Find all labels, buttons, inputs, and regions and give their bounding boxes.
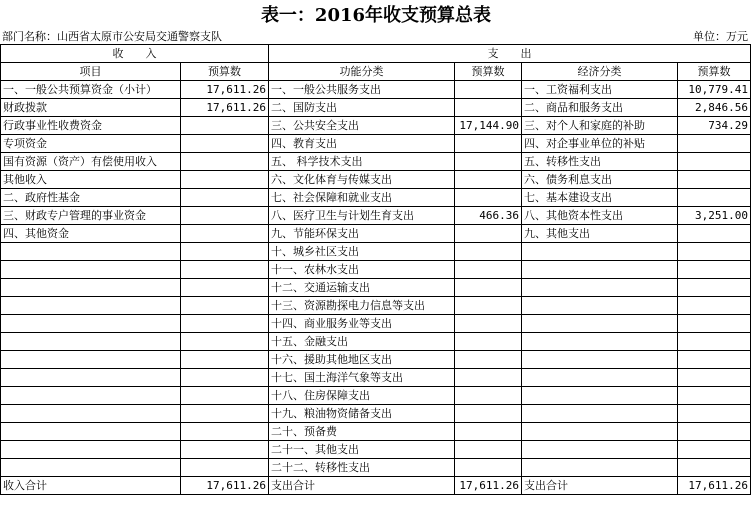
expense-total-label: 支出合计: [269, 477, 455, 495]
functional-item-value: [455, 351, 522, 369]
functional-item-value: [455, 459, 522, 477]
income-item-value: [181, 315, 269, 333]
functional-item-label: 四、教育支出: [269, 135, 455, 153]
economic-item-label: [522, 297, 678, 315]
functional-item-value: [455, 153, 522, 171]
table-row: [1, 405, 751, 423]
income-total-value: 17,611.26: [181, 477, 269, 495]
totals-row: [1, 477, 751, 495]
economic-item-label: [522, 243, 678, 261]
economic-total-value: 17,611.26: [678, 477, 751, 495]
functional-item-value: [455, 99, 522, 117]
functional-item-label: 十九、粮油物资储备支出: [269, 405, 455, 423]
economic-item-label: [522, 279, 678, 297]
income-item-label: 其他收入: [1, 171, 181, 189]
col-header-budget-functional: 预算数: [455, 63, 522, 81]
functional-item-label: 三、公共安全支出: [269, 117, 455, 135]
functional-item-value: [455, 171, 522, 189]
economic-item-label: 六、债务利息支出: [522, 171, 678, 189]
income-item-label: [1, 369, 181, 387]
budget-table: [0, 44, 751, 495]
table-row: [1, 423, 751, 441]
economic-item-value: [678, 351, 751, 369]
income-item-label: 专项资金: [1, 135, 181, 153]
functional-item-label: 十二、交通运输支出: [269, 279, 455, 297]
functional-item-label: 十六、援助其他地区支出: [269, 351, 455, 369]
income-item-value: [181, 135, 269, 153]
economic-item-label: [522, 369, 678, 387]
functional-item-label: 十三、资源勘探电力信息等支出: [269, 297, 455, 315]
economic-item-label: 九、其他支出: [522, 225, 678, 243]
table-row: [1, 297, 751, 315]
functional-item-value: 466.36: [455, 207, 522, 225]
income-item-value: 17,611.26: [181, 99, 269, 117]
functional-item-label: 十四、商业服务业等支出: [269, 315, 455, 333]
economic-item-value: [678, 261, 751, 279]
economic-item-value: [678, 189, 751, 207]
income-item-label: [1, 333, 181, 351]
economic-item-value: [678, 405, 751, 423]
income-item-value: 17,611.26: [181, 81, 269, 99]
table-row: [1, 369, 751, 387]
functional-item-value: [455, 369, 522, 387]
table-row: [1, 243, 751, 261]
economic-item-label: [522, 441, 678, 459]
functional-item-label: 八、医疗卫生与计划生育支出: [269, 207, 455, 225]
economic-item-value: [678, 459, 751, 477]
economic-item-value: 10,779.41: [678, 81, 751, 99]
page-title: 表一：2016年收支预算总表: [260, 5, 492, 26]
economic-item-label: [522, 459, 678, 477]
income-item-value: [181, 297, 269, 315]
table-row: [1, 279, 751, 297]
economic-item-label: 四、对企事业单位的补贴: [522, 135, 678, 153]
table-row: [1, 333, 751, 351]
table-row: [1, 387, 751, 405]
economic-item-value: [678, 423, 751, 441]
income-item-label: [1, 459, 181, 477]
functional-item-label: 九、节能环保支出: [269, 225, 455, 243]
economic-item-value: [678, 171, 751, 189]
table-row: [1, 99, 751, 117]
expense-section-header: 支 出: [269, 45, 751, 63]
functional-item-value: [455, 189, 522, 207]
income-item-value: [181, 171, 269, 189]
functional-item-value: [455, 243, 522, 261]
table-row: [1, 135, 751, 153]
col-header-functional: 功能分类: [269, 63, 455, 81]
functional-item-value: [455, 297, 522, 315]
section-header-row: [1, 45, 751, 63]
functional-item-value: [455, 261, 522, 279]
col-header-item: 项目: [1, 63, 181, 81]
table-row: [1, 189, 751, 207]
economic-item-value: [678, 441, 751, 459]
col-header-budget-economic: 预算数: [678, 63, 751, 81]
income-item-value: [181, 243, 269, 261]
functional-item-value: [455, 405, 522, 423]
economic-item-label: 二、商品和服务支出: [522, 99, 678, 117]
economic-item-label: [522, 351, 678, 369]
income-item-label: [1, 315, 181, 333]
income-item-value: [181, 351, 269, 369]
functional-item-value: [455, 423, 522, 441]
functional-item-label: 十八、住房保障支出: [269, 387, 455, 405]
col-header-economic: 经济分类: [522, 63, 678, 81]
functional-item-label: 六、文化体育与传媒支出: [269, 171, 455, 189]
income-item-value: [181, 117, 269, 135]
economic-item-label: 一、工资福利支出: [522, 81, 678, 99]
economic-item-label: [522, 423, 678, 441]
functional-item-label: 二十、预备费: [269, 423, 455, 441]
functional-item-value: [455, 387, 522, 405]
economic-item-value: [678, 279, 751, 297]
functional-item-value: [455, 333, 522, 351]
income-item-label: [1, 279, 181, 297]
economic-item-label: [522, 261, 678, 279]
economic-item-value: 734.29: [678, 117, 751, 135]
income-total-label: 收入合计: [1, 477, 181, 495]
economic-item-value: 3,251.00: [678, 207, 751, 225]
economic-item-label: 五、转移性支出: [522, 153, 678, 171]
income-item-value: [181, 369, 269, 387]
table-row: [1, 351, 751, 369]
functional-item-label: 七、社会保障和就业支出: [269, 189, 455, 207]
col-header-budget-income: 预算数: [181, 63, 269, 81]
functional-item-label: 二十一、其他支出: [269, 441, 455, 459]
economic-item-value: [678, 153, 751, 171]
functional-item-value: [455, 315, 522, 333]
economic-item-label: [522, 333, 678, 351]
functional-item-label: 二、国防支出: [269, 99, 455, 117]
economic-item-value: [678, 333, 751, 351]
table-row: [1, 441, 751, 459]
economic-item-value: 2,846.56: [678, 99, 751, 117]
income-item-label: 国有资源（资产）有偿使用收入: [1, 153, 181, 171]
income-item-label: 二、政府性基金: [1, 189, 181, 207]
income-item-value: [181, 225, 269, 243]
income-item-label: 行政事业性收费资金: [1, 117, 181, 135]
income-item-value: [181, 387, 269, 405]
income-item-value: [181, 333, 269, 351]
functional-item-value: [455, 279, 522, 297]
economic-item-value: [678, 225, 751, 243]
income-item-value: [181, 261, 269, 279]
economic-item-value: [678, 243, 751, 261]
income-item-label: [1, 423, 181, 441]
functional-item-value: [455, 135, 522, 153]
income-item-label: 四、其他资金: [1, 225, 181, 243]
functional-item-label: 十五、金融支出: [269, 333, 455, 351]
economic-item-label: [522, 405, 678, 423]
income-item-label: [1, 441, 181, 459]
economic-item-value: [678, 315, 751, 333]
table-row: [1, 117, 751, 135]
income-item-label: 财政拨款: [1, 99, 181, 117]
economic-item-label: 七、基本建设支出: [522, 189, 678, 207]
table-row: [1, 207, 751, 225]
functional-item-value: [455, 81, 522, 99]
table-row: [1, 171, 751, 189]
functional-item-value: 17,144.90: [455, 117, 522, 135]
functional-item-value: [455, 441, 522, 459]
income-section-header: 收 入: [1, 45, 269, 63]
functional-item-label: 五、 科学技术支出: [269, 153, 455, 171]
functional-item-label: 十七、国土海洋气象等支出: [269, 369, 455, 387]
income-item-value: [181, 279, 269, 297]
table-row: [1, 261, 751, 279]
expense-total-value: 17,611.26: [455, 477, 522, 495]
economic-item-label: 三、对个人和家庭的补助: [522, 117, 678, 135]
unit-label: 单位：万元: [693, 30, 748, 43]
income-item-value: [181, 459, 269, 477]
table-row: [1, 81, 751, 99]
income-item-label: [1, 405, 181, 423]
table-row: [1, 153, 751, 171]
income-item-value: [181, 441, 269, 459]
income-item-label: [1, 261, 181, 279]
economic-item-value: [678, 387, 751, 405]
column-header-row: [1, 63, 751, 81]
income-item-value: [181, 189, 269, 207]
income-item-label: [1, 351, 181, 369]
income-item-value: [181, 405, 269, 423]
functional-item-label: 一、一般公共服务支出: [269, 81, 455, 99]
economic-item-label: [522, 315, 678, 333]
income-item-value: [181, 207, 269, 225]
income-item-label: [1, 297, 181, 315]
economic-total-label: 支出合计: [522, 477, 678, 495]
functional-item-label: 十一、农林水支出: [269, 261, 455, 279]
table-row: [1, 225, 751, 243]
economic-item-label: 八、其他资本性支出: [522, 207, 678, 225]
income-item-value: [181, 153, 269, 171]
income-item-label: 一、一般公共预算资金（小计）: [1, 81, 181, 99]
functional-item-value: [455, 225, 522, 243]
economic-item-value: [678, 135, 751, 153]
economic-item-label: [522, 387, 678, 405]
functional-item-label: 二十二、转移性支出: [269, 459, 455, 477]
functional-item-label: 十、城乡社区支出: [269, 243, 455, 261]
department-name: 部门名称：山西省太原市公安局交通警察支队: [2, 30, 222, 43]
income-item-label: [1, 243, 181, 261]
table-row: [1, 315, 751, 333]
income-item-value: [181, 423, 269, 441]
income-item-label: [1, 387, 181, 405]
table-row: [1, 459, 751, 477]
economic-item-value: [678, 369, 751, 387]
income-item-label: 三、财政专户管理的事业资金: [1, 207, 181, 225]
economic-item-value: [678, 297, 751, 315]
